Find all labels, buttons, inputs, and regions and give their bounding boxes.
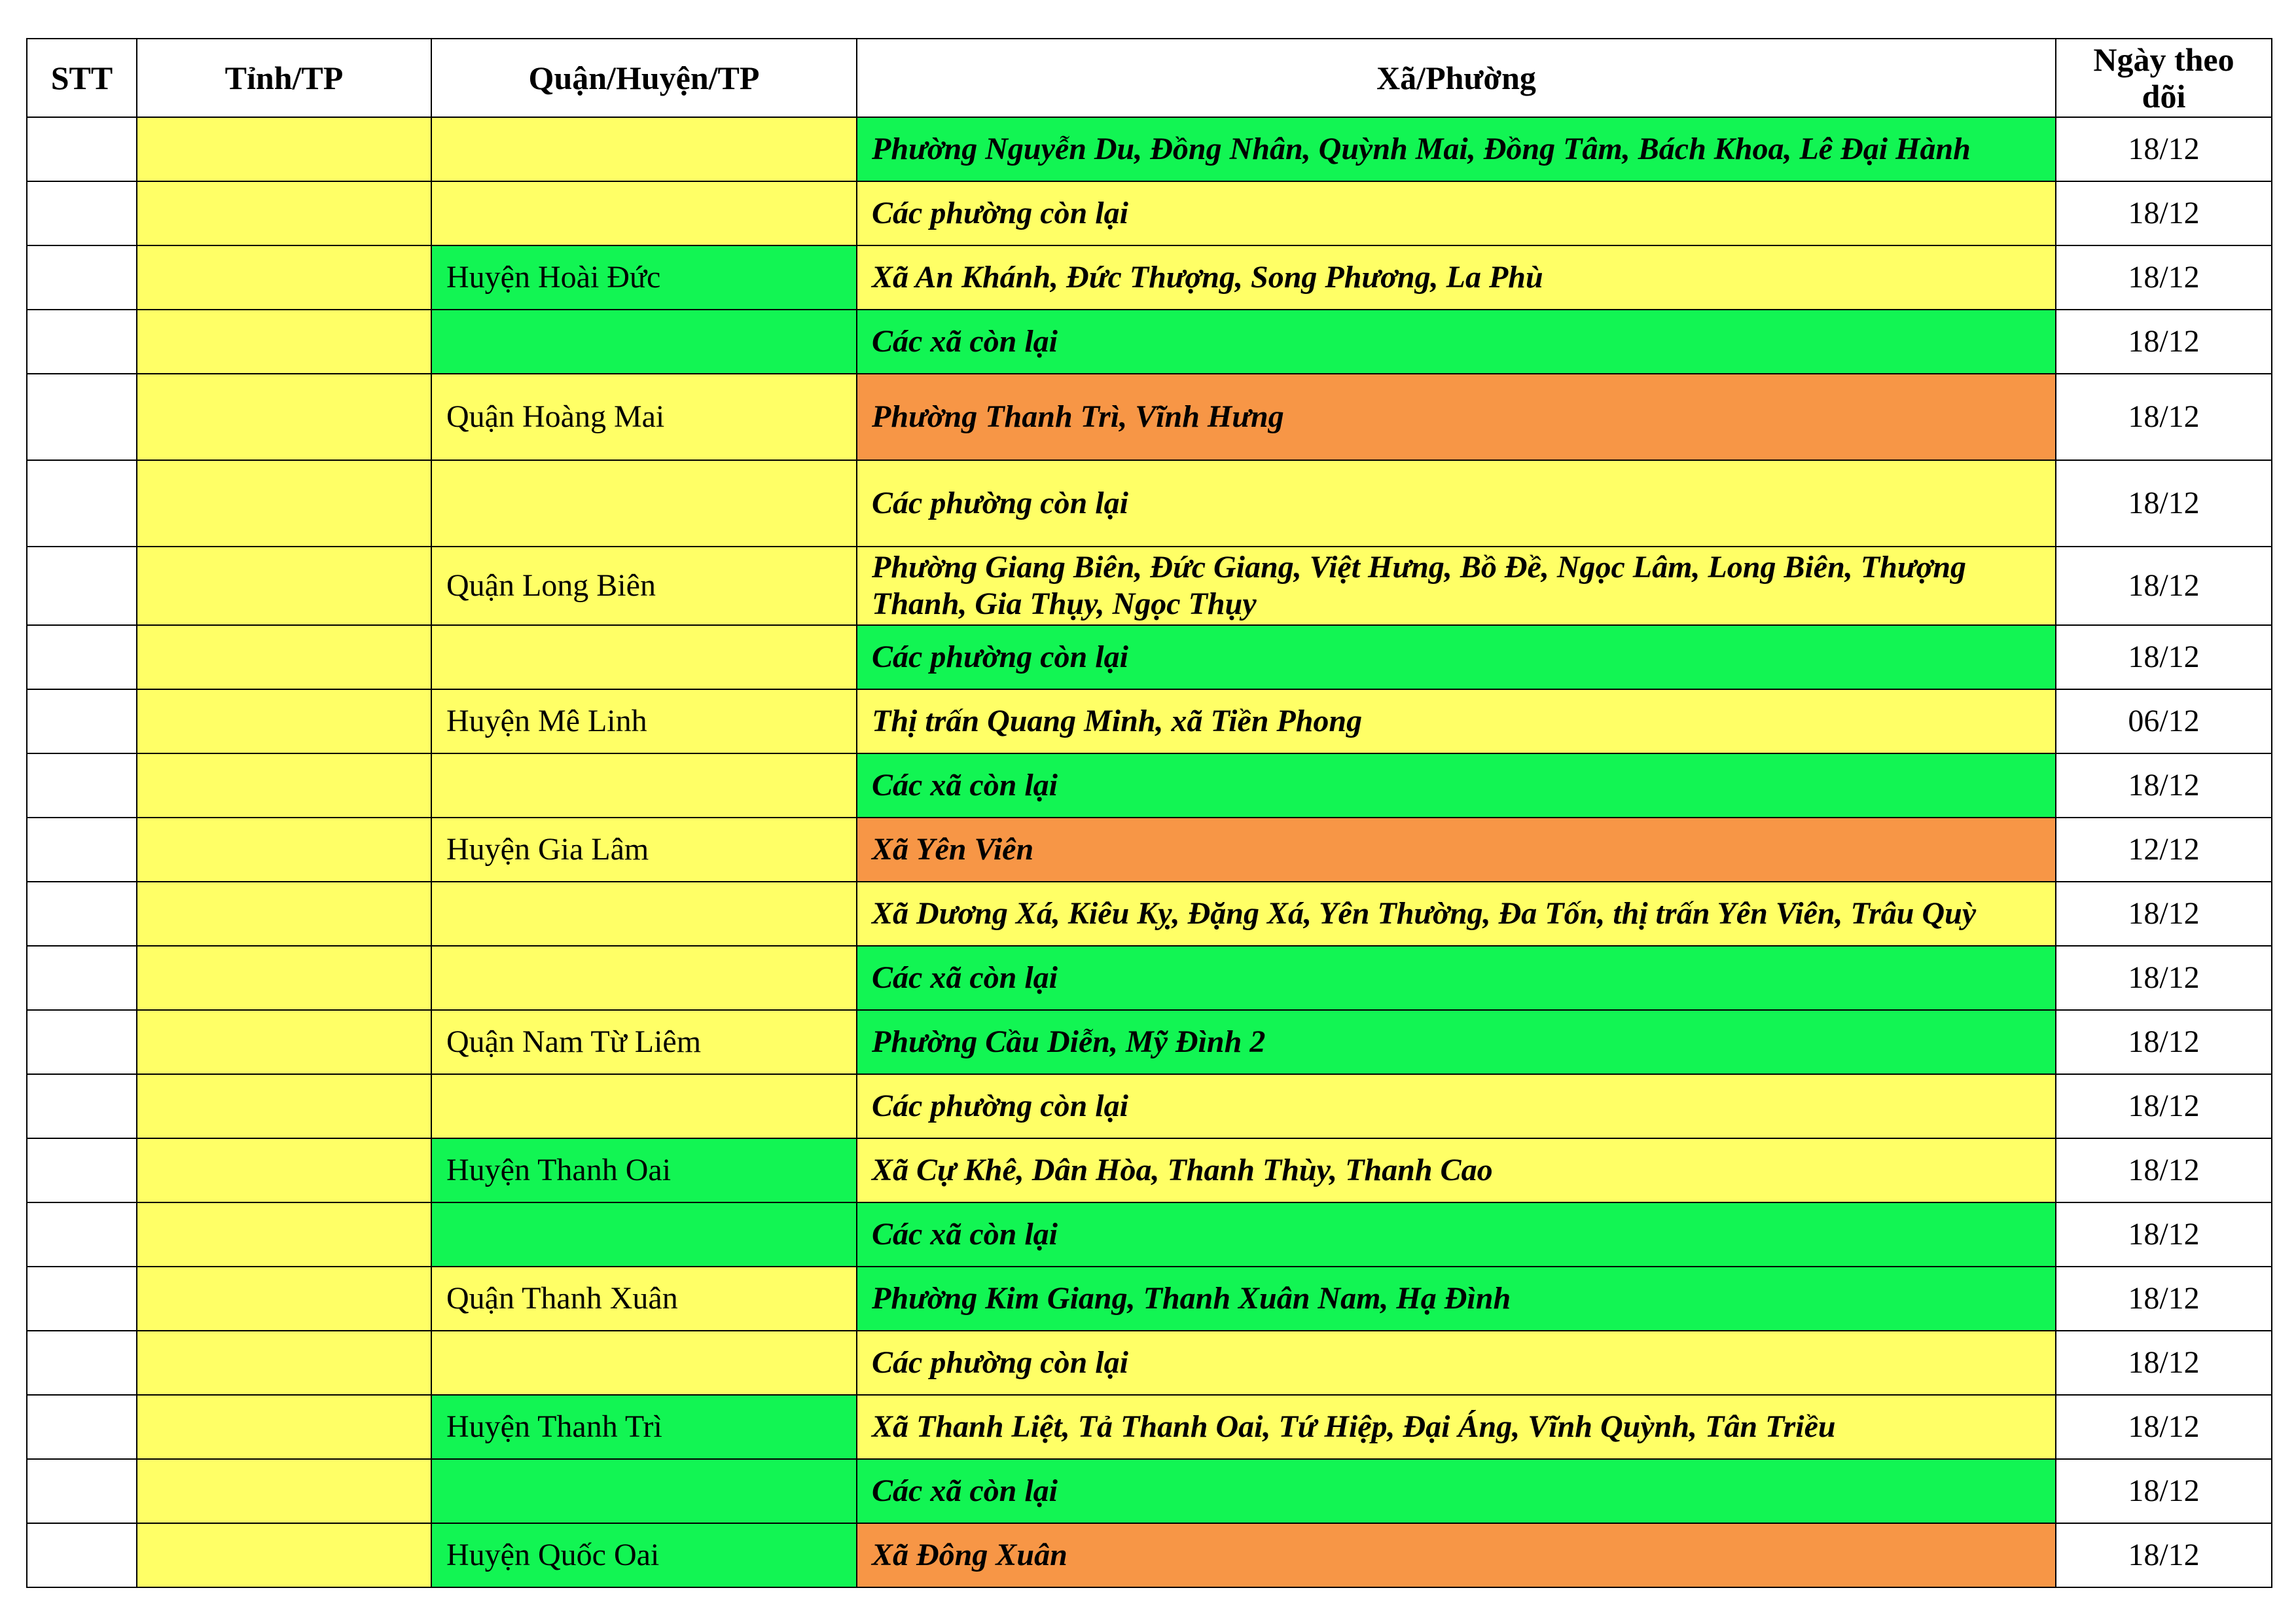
province-cell <box>137 117 431 181</box>
date-cell: 18/12 <box>2056 625 2272 689</box>
stt-cell <box>27 1459 137 1523</box>
district-cell <box>431 625 857 689</box>
district-cell <box>431 753 857 818</box>
ward-cell: Các xã còn lại <box>857 310 2056 374</box>
ward-cell: Thị trấn Quang Minh, xã Tiền Phong <box>857 689 2056 753</box>
table-row <box>27 1459 2272 1523</box>
date-cell: 18/12 <box>2056 1267 2272 1331</box>
stt-cell <box>27 1331 137 1395</box>
province-cell <box>137 1267 431 1331</box>
stt-cell <box>27 1523 137 1587</box>
header-stt: STT <box>27 39 137 117</box>
table-row <box>27 1074 2272 1138</box>
table-row <box>27 1138 2272 1202</box>
ward-cell: Các xã còn lại <box>857 1202 2056 1267</box>
table-row <box>27 1267 2272 1331</box>
stt-cell <box>27 1202 137 1267</box>
table-row <box>27 1331 2272 1395</box>
date-cell: 18/12 <box>2056 374 2272 460</box>
province-cell <box>137 1459 431 1523</box>
province-cell <box>137 946 431 1010</box>
header-row <box>27 39 2272 117</box>
ward-cell: Các xã còn lại <box>857 753 2056 818</box>
district-cell: Quận Hoàng Mai <box>431 374 857 460</box>
province-cell <box>137 245 431 310</box>
province-cell <box>137 1138 431 1202</box>
date-cell: 18/12 <box>2056 1138 2272 1202</box>
province-cell <box>137 818 431 882</box>
stt-cell <box>27 181 137 245</box>
stt-cell <box>27 946 137 1010</box>
district-cell <box>431 181 857 245</box>
district-cell: Huyện Mê Linh <box>431 689 857 753</box>
ward-cell: Phường Nguyễn Du, Đồng Nhân, Quỳnh Mai, Đồng Tâm, Bách Khoa, Lê Đại Hành <box>857 117 2056 181</box>
table-body <box>27 117 2272 1587</box>
province-cell <box>137 181 431 245</box>
ward-cell: Các phường còn lại <box>857 181 2056 245</box>
district-cell: Quận Nam Từ Liêm <box>431 1010 857 1074</box>
date-cell: 18/12 <box>2056 1523 2272 1587</box>
stt-cell <box>27 1010 137 1074</box>
ward-cell: Xã Yên Viên <box>857 818 2056 882</box>
district-cell <box>431 882 857 946</box>
date-cell: 18/12 <box>2056 1202 2272 1267</box>
province-cell <box>137 1202 431 1267</box>
stt-cell <box>27 374 137 460</box>
ward-cell: Xã Thanh Liệt, Tả Thanh Oai, Tứ Hiệp, Đại Áng, Vĩnh Quỳnh, Tân Triều <box>857 1395 2056 1459</box>
date-cell: 18/12 <box>2056 117 2272 181</box>
ward-cell: Xã Cự Khê, Dân Hòa, Thanh Thùy, Thanh Cao <box>857 1138 2056 1202</box>
ward-cell: Phường Cầu Diễn, Mỹ Đình 2 <box>857 1010 2056 1074</box>
table-row <box>27 753 2272 818</box>
province-cell <box>137 310 431 374</box>
date-cell: 18/12 <box>2056 1074 2272 1138</box>
date-cell: 18/12 <box>2056 1395 2272 1459</box>
date-cell: 12/12 <box>2056 818 2272 882</box>
province-cell <box>137 1331 431 1395</box>
ward-cell: Phường Thanh Trì, Vĩnh Hưng <box>857 374 2056 460</box>
district-cell: Huyện Thanh Trì <box>431 1395 857 1459</box>
date-cell: 18/12 <box>2056 1459 2272 1523</box>
stt-cell <box>27 1138 137 1202</box>
province-cell <box>137 689 431 753</box>
table-row <box>27 625 2272 689</box>
stt-cell <box>27 753 137 818</box>
zone-table <box>26 38 2272 1588</box>
ward-cell: Xã An Khánh, Đức Thượng, Song Phương, La Phù <box>857 245 2056 310</box>
ward-cell: Các xã còn lại <box>857 1459 2056 1523</box>
date-cell: 18/12 <box>2056 460 2272 547</box>
table-row <box>27 117 2272 181</box>
province-cell <box>137 374 431 460</box>
table-row <box>27 245 2272 310</box>
province-cell <box>137 625 431 689</box>
stt-cell <box>27 1267 137 1331</box>
province-cell <box>137 1523 431 1587</box>
district-cell <box>431 460 857 547</box>
province-cell <box>137 1395 431 1459</box>
stt-cell <box>27 310 137 374</box>
date-cell: 18/12 <box>2056 181 2272 245</box>
stt-cell <box>27 460 137 547</box>
district-cell: Quận Thanh Xuân <box>431 1267 857 1331</box>
province-cell <box>137 1074 431 1138</box>
table-row <box>27 1010 2272 1074</box>
stt-cell <box>27 689 137 753</box>
table-row <box>27 547 2272 625</box>
district-cell <box>431 310 857 374</box>
date-cell: 06/12 <box>2056 689 2272 753</box>
province-cell <box>137 547 431 625</box>
stt-cell <box>27 1074 137 1138</box>
date-cell: 18/12 <box>2056 946 2272 1010</box>
date-cell: 18/12 <box>2056 547 2272 625</box>
table-row <box>27 1523 2272 1587</box>
stt-cell <box>27 547 137 625</box>
ward-cell: Các xã còn lại <box>857 946 2056 1010</box>
ward-cell: Các phường còn lại <box>857 460 2056 547</box>
date-cell: 18/12 <box>2056 1331 2272 1395</box>
district-cell: Quận Long Biên <box>431 547 857 625</box>
header-date: Ngày theo dõi <box>2056 39 2272 117</box>
district-cell <box>431 1202 857 1267</box>
stt-cell <box>27 818 137 882</box>
stt-cell <box>27 1395 137 1459</box>
province-cell <box>137 882 431 946</box>
table-row <box>27 1202 2272 1267</box>
header-district: Quận/Huyện/TP <box>431 39 857 117</box>
table-row <box>27 374 2272 460</box>
ward-cell: Các phường còn lại <box>857 625 2056 689</box>
district-cell <box>431 1459 857 1523</box>
table-row <box>27 1395 2272 1459</box>
table-row <box>27 946 2272 1010</box>
header-province: Tỉnh/TP <box>137 39 431 117</box>
district-cell <box>431 1074 857 1138</box>
table-row <box>27 818 2272 882</box>
stt-cell <box>27 625 137 689</box>
stt-cell <box>27 245 137 310</box>
date-cell: 18/12 <box>2056 310 2272 374</box>
header-ward: Xã/Phường <box>857 39 2056 117</box>
date-cell: 18/12 <box>2056 245 2272 310</box>
ward-cell: Các phường còn lại <box>857 1074 2056 1138</box>
district-cell <box>431 117 857 181</box>
table-row <box>27 882 2272 946</box>
table-row <box>27 460 2272 547</box>
date-cell: 18/12 <box>2056 753 2272 818</box>
stt-cell <box>27 117 137 181</box>
district-cell: Huyện Quốc Oai <box>431 1523 857 1587</box>
province-cell <box>137 1010 431 1074</box>
table-row <box>27 310 2272 374</box>
district-cell: Huyện Gia Lâm <box>431 818 857 882</box>
district-cell <box>431 946 857 1010</box>
ward-cell: Xã Dương Xá, Kiêu Kỵ, Đặng Xá, Yên Thường, Đa Tốn, thị trấn Yên Viên, Trâu Quỳ <box>857 882 2056 946</box>
district-cell: Huyện Thanh Oai <box>431 1138 857 1202</box>
ward-cell: Phường Giang Biên, Đức Giang, Việt Hưng, Bồ Đề, Ngọc Lâm, Long Biên, Thượng Thanh, Gia Thụy, Ngọc Thụy <box>857 547 2056 625</box>
ward-cell: Phường Kim Giang, Thanh Xuân Nam, Hạ Đình <box>857 1267 2056 1331</box>
district-cell <box>431 1331 857 1395</box>
table-row <box>27 689 2272 753</box>
province-cell <box>137 460 431 547</box>
stt-cell <box>27 882 137 946</box>
ward-cell: Xã Đông Xuân <box>857 1523 2056 1587</box>
ward-cell: Các phường còn lại <box>857 1331 2056 1395</box>
district-cell: Huyện Hoài Đức <box>431 245 857 310</box>
province-cell <box>137 753 431 818</box>
table-row <box>27 181 2272 245</box>
date-cell: 18/12 <box>2056 882 2272 946</box>
date-cell: 18/12 <box>2056 1010 2272 1074</box>
